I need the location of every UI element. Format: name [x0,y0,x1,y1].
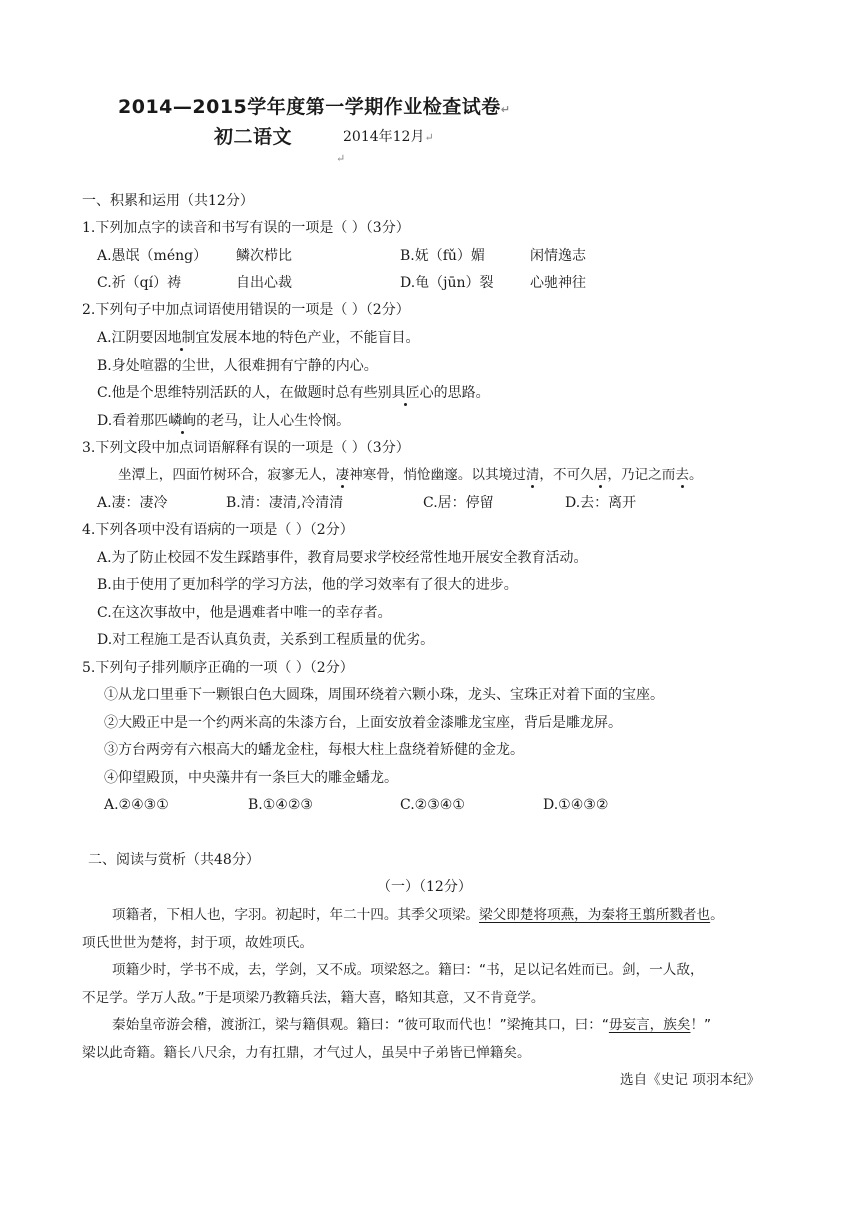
q5-sentence-2: ②大殿正中是一个约两米高的朱漆方台，上面安放着金漆雕龙宝座，背后是雕龙屏。 [104,715,622,731]
dotted-term: 别具匠心 [377,385,434,401]
passage-para-1-cont: 项氏世世为楚将，封于项，故姓项氏。 [82,935,314,951]
q4-option-c: C.在这次事故中，他是遇难者中唯一的幸存者。 [97,605,392,621]
underlined-sentence: 毋妄言，族矣 [608,1017,691,1033]
q2-option-d: D.看着那匹嶙峋的老马，让人心生怜悯。 [97,413,351,429]
exam-date: 2014年12月↵ [343,129,434,145]
q5-option-c: C.②③④① [400,797,465,813]
underlined-sentence: 梁父即楚将项燕，为秦将王翦所戮者也 [479,907,711,923]
dotted-term: 清 [525,467,540,483]
q1-option-d-word: 心驰神往 [530,275,586,291]
q3-option-a: A.凄：凄冷 [97,495,168,511]
passage-para-1: 项籍者，下相人也，字羽。初起时，年二十四。其季父项梁。梁父即楚将项燕，为秦将王翦所戮者也。 [112,907,724,923]
passage-para-3-cont: 梁以此奇籍。籍长八尺余，力有扛鼎，才气过人，虽吴中子弟皆已惮籍矣。 [82,1045,531,1061]
q1-option-d: D.龟（jūn）裂 [400,275,494,291]
dotted-term: 嶙峋 [168,413,197,429]
passage-para-3: 秦始皇帝游会稽，渡浙江，梁与籍俱观。籍曰：“彼可取而代也！”梁掩其口，曰：“毋妄言，族矣！” [112,1017,712,1033]
question-2-stem: 2.下列句子中加点词语使用错误的一项是（ ）（2分） [82,302,410,318]
q5-option-a: A.②④③① [104,797,169,813]
q1-option-c-word: 自出心裁 [236,275,292,291]
dotted-term: 去 [675,467,689,483]
question-3-stem: 3.下列文段中加点词语解释有误的一项是（ ）（3分） [82,440,410,456]
dotted-term: 凄 [335,467,350,483]
passage-para-2: 项籍少时，学书不成，去，学剑，又不成。项梁怒之。籍曰：“书，足以记名姓而已。剑，一人敌， [112,962,704,978]
section-heading: 一、积累和运用（共12分） [82,193,254,209]
dotted-term: 居 [593,467,608,483]
dotted-term: 因地制宜 [153,330,210,346]
q5-sentence-3: ③方台两旁有六根高大的蟠龙金柱，每根大柱上盘绕着矫健的金龙。 [104,742,524,758]
q2-option-b: B.身处喧嚣的尘世，人很难拥有宁静的内心。 [97,358,378,374]
question-5-stem: 5.下列句子排列顺序正确的一项（ ）（2分） [82,660,354,676]
q5-sentence-4: ④仰望殿顶，中央藻井有一条巨大的雕金蟠龙。 [104,770,398,786]
exam-title: 2014—2015学年度第一学期作业检查试卷↵ [118,96,511,118]
q4-option-d: D.对工程施工是否认真负责，关系到工程质量的优劣。 [97,632,435,648]
q3-passage: 坐潭上，四面竹树环合，寂寥无人，凄神寒骨，悄怆幽邃。以其境过清，不可久居，乃记之而去。 [118,467,703,483]
subject-title: 初二语文 [214,126,293,148]
q1-option-a-word: 鳞次栉比 [236,248,292,264]
question-4-stem: 4.下列各项中没有语病的一项是（ ）（2分） [82,522,354,538]
q2-option-c: C.他是个思维特别活跃的人，在做题时总有些别具匠心的思路。 [97,385,490,401]
paragraph-mark-icon: ↵ [336,152,346,165]
q1-option-c: C.祈（qí）祷 [97,275,182,291]
section-heading: 二、阅读与赏析（共48分） [88,852,260,868]
q1-option-b: B.妩（fǔ）媚 [400,248,485,264]
q5-sentence-1: ①从龙口里垂下一颗银白色大圆珠，周围环绕着六颗小珠，龙头、宝珠正对着下面的宝座。 [104,687,664,703]
q3-option-b: B.清：凄清,冷清清 [226,495,344,511]
q5-option-d: D.①④③② [543,797,609,813]
q4-option-a: A.为了防止校园不发生踩踏事件，教育局要求学校经常性地开展安全教育活动。 [97,550,588,566]
q3-option-d: D.去：离开 [565,495,637,511]
q2-option-a: A.江阴要因地制宜发展本地的特色产业，不能盲目。 [97,330,420,346]
q3-option-c: C.居：停留 [423,495,494,511]
q1-option-a: A.愚氓（méng） [97,248,208,264]
q4-option-b: B.由于使用了更加科学的学习方法，他的学习效率有了很大的进步。 [97,577,518,593]
passage-para-2-cont: 不足学。学万人敌。”于是项梁乃教籍兵法，籍大喜，略知其意，又不肯竟学。 [82,990,545,1006]
reading-part-heading: （一）（12分） [377,879,472,895]
paragraph-mark-icon: ↵ [500,103,511,116]
paragraph-mark-icon: ↵ [424,131,434,144]
passage-source: 选自《史记 项羽本纪》 [620,1072,761,1088]
question-1-stem: 1.下列加点字的读音和书写有误的一项是（ ）（3分） [82,220,410,236]
q5-option-b: B.①④②③ [248,797,313,813]
q1-option-b-word: 闲情逸志 [530,248,586,264]
